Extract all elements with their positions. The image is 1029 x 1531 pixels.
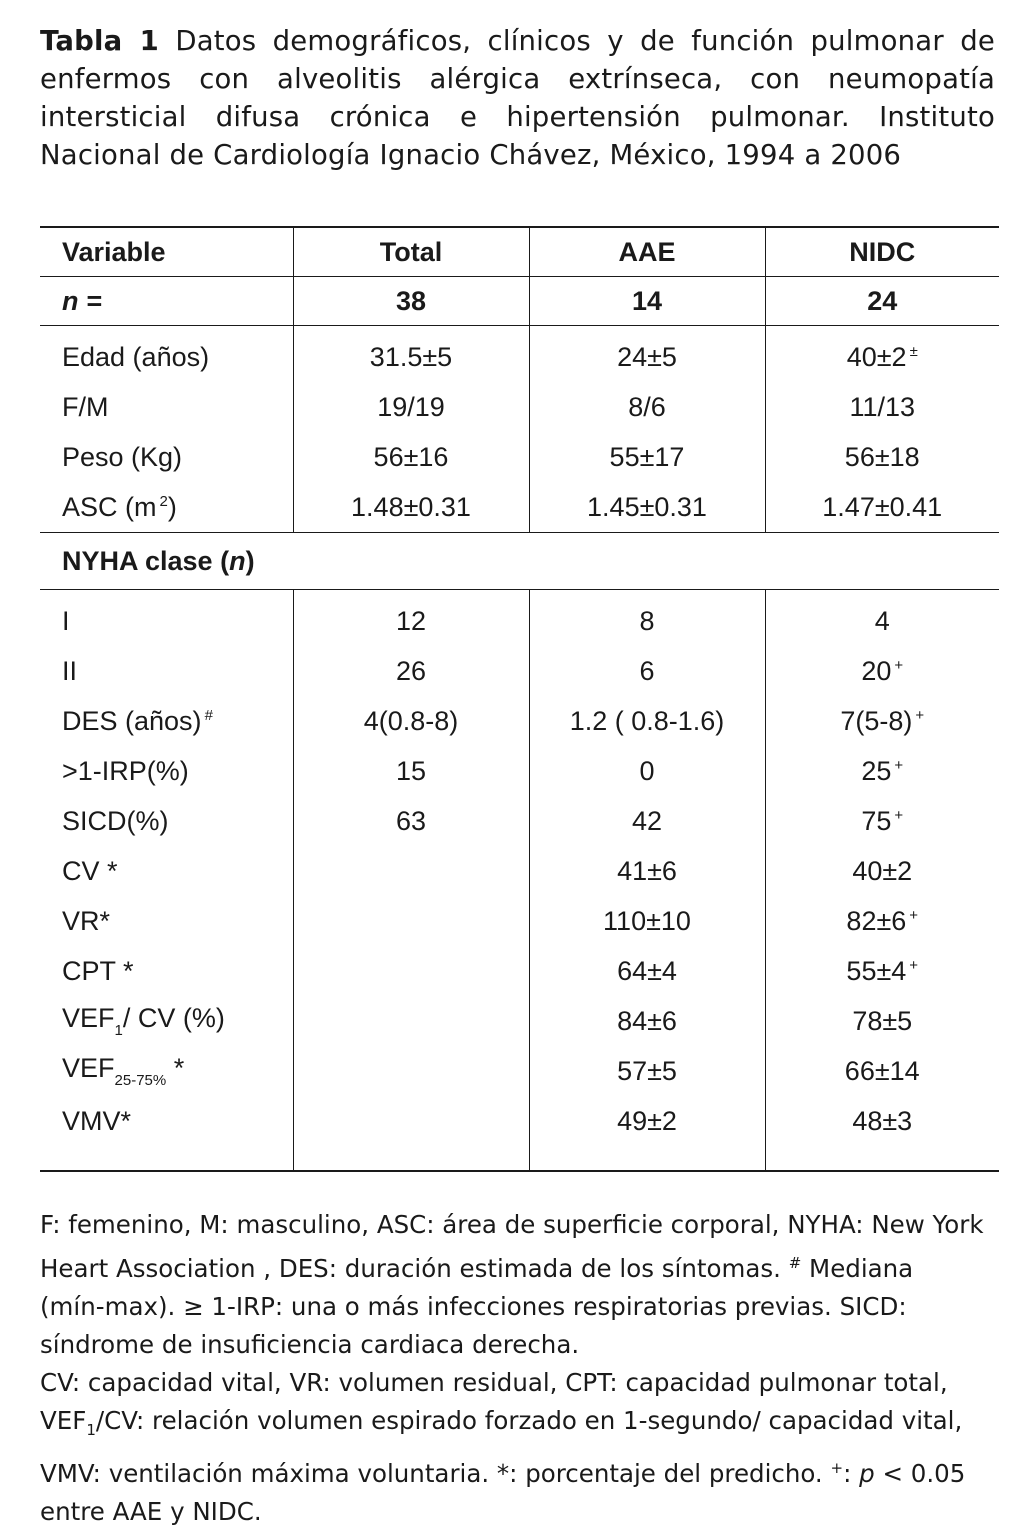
row-label: ASC (m $^2$) (62, 491, 177, 522)
cell-aae: 42 (529, 796, 765, 846)
table-caption (40, 22, 995, 174)
caption-text: Datos demográficos, clínicos y de función pulmonar de enfermos con alveolitis alérgica extrínseca, con neumopatía intersticial difusa crónica e hipertensión pulmonar. Instituto Nacional de Cardiología Ignacio Chávez, México, 1994 a 2006 (40, 25, 995, 171)
cell-nidc: 55±4 + (765, 946, 999, 996)
cell-total: 15 (293, 746, 529, 796)
cell-nidc: 11/13 (765, 382, 999, 432)
row-label: SICD(%) (62, 805, 169, 836)
table-row (40, 326, 999, 383)
table-row (40, 896, 999, 946)
cell-aae: 8/6 (529, 382, 765, 432)
header-aae: AAE (529, 227, 765, 277)
cell-total (293, 1046, 529, 1096)
cell-nidc: 75 + (765, 796, 999, 846)
cell-nidc: 40±2 ± (765, 326, 999, 383)
header-total: Total (293, 227, 529, 277)
cell-aae: 110±10 (529, 896, 765, 946)
n-row (40, 277, 999, 326)
cell-aae: 84±6 (529, 996, 765, 1046)
header-variable: Variable (40, 227, 293, 277)
table-row (40, 696, 999, 746)
row-label: >1-IRP(%) (62, 755, 189, 786)
table-row (40, 1096, 999, 1171)
table-row (40, 382, 999, 432)
cell-aae: 41±6 (529, 846, 765, 896)
cell-total: 31.5±5 (293, 326, 529, 383)
cell-nidc: 78±5 (765, 996, 999, 1046)
cell-nidc: 40±2 (765, 846, 999, 896)
table-row (40, 1046, 999, 1096)
cell-nidc: 82±6 + (765, 896, 999, 946)
cell-total: 56±16 (293, 432, 529, 482)
n-label: n = (40, 277, 293, 326)
cell-total: 1.48±0.31 (293, 482, 529, 533)
cell-aae: 6 (529, 646, 765, 696)
cell-nidc: 56±18 (765, 432, 999, 482)
header-nidc: NIDC (765, 227, 999, 277)
data-table (40, 226, 999, 1172)
row-label: II (62, 655, 78, 686)
n-total: 38 (293, 277, 529, 326)
table-footnotes (40, 1206, 985, 1531)
cell-aae: 55±17 (529, 432, 765, 482)
table-row (40, 996, 999, 1046)
nyha-section-row (40, 533, 999, 590)
row-label: CV * (62, 855, 118, 886)
table-row (40, 946, 999, 996)
cell-aae: 64±4 (529, 946, 765, 996)
table-row (40, 646, 999, 696)
cell-nidc: 66±14 (765, 1046, 999, 1096)
header-row (40, 227, 999, 277)
table-row (40, 846, 999, 896)
table-row (40, 796, 999, 846)
row-label: VMV* (62, 1105, 132, 1136)
cell-total: 12 (293, 590, 529, 647)
cell-total (293, 946, 529, 996)
cell-aae: 49±2 (529, 1096, 765, 1171)
cell-nidc: 48±3 (765, 1096, 999, 1171)
cell-aae: 8 (529, 590, 765, 647)
table-row (40, 432, 999, 482)
cell-aae: 0 (529, 746, 765, 796)
cell-nidc: 4 (765, 590, 999, 647)
row-label: VR* (62, 905, 111, 936)
row-label: F/M (62, 391, 109, 422)
nyha-section-label: NYHA clase (n) (40, 533, 999, 590)
cell-total: 4(0.8-8) (293, 696, 529, 746)
footnote-paragraph: F: femenino, M: masculino, ASC: área de superficie corporal, NYHA: New York Heart Association , DES: duración estimada de los síntomas. # Mediana (mín-max). ≥ 1-IRP: una o más infecciones respiratorias previas. SICD: síndrome de insuficiencia cardiaca derecha. (40, 1210, 984, 1359)
cell-total (293, 996, 529, 1046)
footnote-paragraph: CV: capacidad vital, VR: volumen residual, CPT: capacidad pulmonar total, $VEF_1/CV$: relación volumen espirado forzado en 1-segundo/ capacidad vital, VMV: ventilación máxima voluntaria. *: porcentaje del predicho. +: p < 0.05 entre AAE y NIDC. (40, 1368, 966, 1526)
caption-label: Tabla 1 (40, 25, 159, 57)
cell-total: 63 (293, 796, 529, 846)
cell-aae: 57±5 (529, 1046, 765, 1096)
cell-nidc: 20 + (765, 646, 999, 696)
row-label: $VEF_1/$ CV (%) (62, 1003, 225, 1039)
cell-aae: 1.45±0.31 (529, 482, 765, 533)
n-aae: 14 (529, 277, 765, 326)
cell-total: 26 (293, 646, 529, 696)
row-label: Edad (años) (62, 341, 210, 372)
cell-total: 19/19 (293, 382, 529, 432)
cell-aae: 1.2 ( 0.8-1.6) (529, 696, 765, 746)
table-row (40, 482, 999, 533)
row-label: DES (años) # (62, 705, 213, 736)
cell-total (293, 896, 529, 946)
n-nidc: 24 (765, 277, 999, 326)
row-label: $VEF_{25-75\%}$ * (62, 1053, 185, 1089)
row-label: Peso (Kg) (62, 441, 183, 472)
cell-nidc: 1.47±0.41 (765, 482, 999, 533)
table-row (40, 746, 999, 796)
table-row (40, 590, 999, 647)
cell-nidc: 7(5-8) + (765, 696, 999, 746)
row-label: CPT * (62, 955, 134, 986)
cell-aae: 24±5 (529, 326, 765, 383)
cell-total (293, 846, 529, 896)
row-label: I (62, 605, 70, 636)
cell-total (293, 1096, 529, 1171)
cell-nidc: 25 + (765, 746, 999, 796)
